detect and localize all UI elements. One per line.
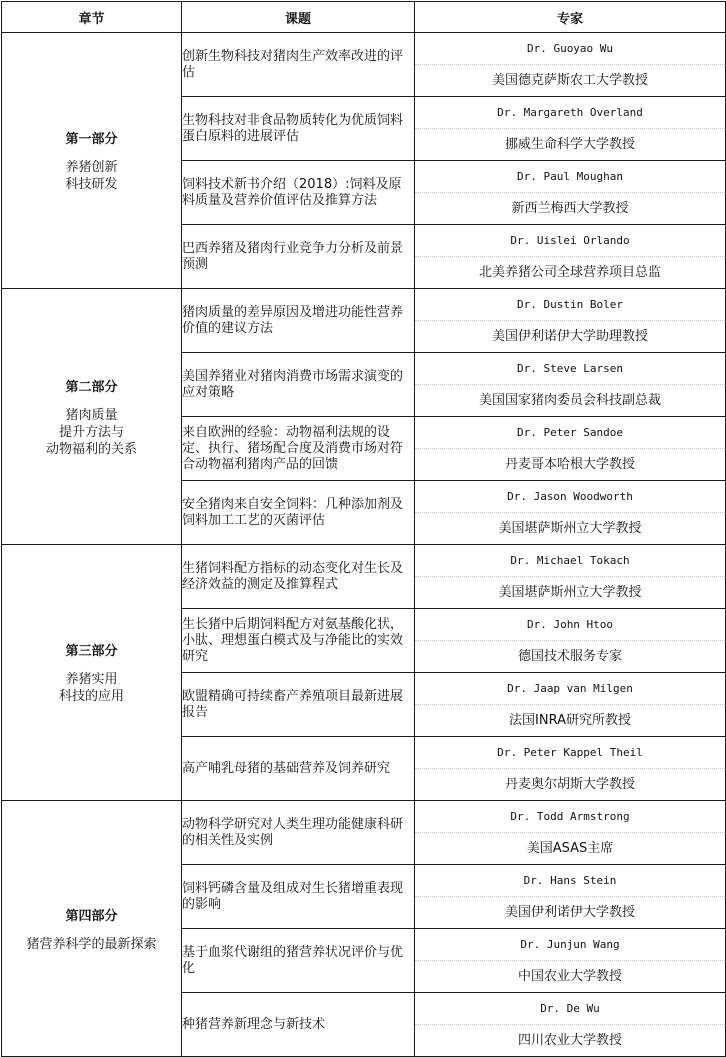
expert-affiliation: 美国国家猪肉委员会科技副总裁	[478, 393, 661, 408]
expert-affiliation: 丹麦奥尔胡斯大学教授	[504, 777, 635, 792]
chapter-title: 第一部分	[65, 132, 118, 147]
expert-name: Dr. Todd Armstrong	[415, 801, 725, 833]
chapter-subtitle: 养猪实用 科技的应用	[58, 672, 124, 704]
topic-cell: 巴西养猪及猪肉行业竞争力分析及前景预测	[182, 225, 415, 289]
expert-cell	[415, 609, 726, 673]
chapter-cell	[2, 801, 182, 1057]
expert-cell	[415, 417, 726, 481]
topic-cell: 欧盟精确可持续畜产养殖项目最新进展报告	[182, 673, 415, 737]
chapter-cell	[2, 545, 182, 801]
chapter-subtitle: 养猪创新 科技研发	[65, 160, 118, 192]
expert-name: Dr. Jaap van Milgen	[415, 673, 725, 705]
topic-cell: 饲料技术新书介绍（2018）:饲料及原料质量及营养价值评估及推算方法	[182, 161, 415, 225]
expert-affiliation: 新西兰梅西大学教授	[511, 201, 629, 216]
expert-cell	[415, 289, 726, 353]
expert-cell	[415, 225, 726, 289]
expert-cell	[415, 545, 726, 609]
topic-cell: 安全猪肉来自安全饲料：几种添加剂及饲料加工工艺的灭菌评估	[182, 481, 415, 545]
expert-affiliation: 中国农业大学教授	[517, 969, 622, 984]
expert-cell	[415, 673, 726, 737]
topic-cell: 生猪饲料配方指标的动态变化对生长及经济效益的测定及推算程式	[182, 545, 415, 609]
expert-cell	[415, 865, 726, 929]
expert-name: Dr. Junjun Wang	[415, 929, 725, 961]
topic-cell: 生物科技对非食品物质转化为优质饲料蛋白原料的进展评估	[182, 97, 415, 161]
expert-name: Dr. Uislei Orlando	[415, 225, 725, 257]
expert-affiliation: 丹麦哥本哈根大学教授	[504, 457, 635, 472]
topic-cell: 猪肉质量的差异原因及增进功能性营养价值的建议方法	[182, 289, 415, 353]
expert-affiliation: 挪威生命科学大学教授	[504, 137, 635, 152]
table-row	[2, 545, 726, 609]
table-row	[2, 801, 726, 865]
chapter-subtitle: 猪肉质量 提升方法与 动物福利的关系	[45, 407, 137, 457]
table-row	[2, 289, 726, 353]
topic-cell: 种猪营养新理念与新技术	[182, 993, 415, 1057]
expert-name: Dr. Peter Kappel Theil	[415, 737, 725, 769]
topic-cell: 基于血浆代谢组的猪营养状况评价与优化	[182, 929, 415, 993]
chapter-cell	[2, 289, 182, 545]
chapter-cell	[2, 33, 182, 289]
expert-name: Dr. Margareth Overland	[415, 97, 725, 129]
table-row	[2, 33, 726, 97]
topic-cell: 饲料钙磷含量及组成对生长猪增重表现的影响	[182, 865, 415, 929]
expert-cell	[415, 481, 726, 545]
expert-name: Dr. Jason Woodworth	[415, 481, 725, 513]
expert-affiliation: 德国技术服务专家	[517, 649, 622, 664]
topic-cell: 美国养猪业对猪肉消费市场需求演变的应对策略	[182, 353, 415, 417]
expert-affiliation: 美国伊利诺伊大学助理教授	[491, 329, 648, 344]
expert-name: Dr. Dustin Boler	[415, 289, 725, 321]
expert-cell	[415, 993, 726, 1057]
header-chapter: 章节	[2, 2, 182, 33]
expert-name: Dr. De Wu	[415, 993, 725, 1025]
expert-affiliation: 美国堪萨斯州立大学教授	[498, 585, 642, 600]
header-expert: 专家	[415, 2, 726, 33]
expert-cell	[415, 737, 726, 801]
expert-name: Dr. Peter Sandoe	[415, 417, 725, 449]
header-row	[2, 2, 726, 33]
expert-cell	[415, 161, 726, 225]
topic-cell: 来自欧洲的经验：动物福利法规的设定、执行、猪场配合度及消费市场对符合动物福利猪肉产品的回馈	[182, 417, 415, 481]
chapter-subtitle: 猪营养科学的最新探索	[26, 936, 157, 952]
topic-cell: 动物科学研究对人类生理功能健康科研的相关性及实例	[182, 801, 415, 865]
expert-name: Dr. Steve Larsen	[415, 353, 725, 385]
topic-cell: 高产哺乳母猪的基础营养及饲养研究	[182, 737, 415, 801]
expert-name: Dr. John Htoo	[415, 609, 725, 641]
expert-affiliation: 四川农业大学教授	[517, 1033, 622, 1048]
expert-cell	[415, 929, 726, 993]
expert-affiliation: 美国伊利诺伊大学教授	[504, 905, 635, 920]
expert-name: Dr. Michael Tokach	[415, 545, 725, 577]
expert-name: Dr. Hans Stein	[415, 865, 725, 897]
header-topic: 课题	[182, 2, 415, 33]
chapter-title: 第四部分	[65, 908, 118, 924]
expert-affiliation: 美国ASAS主席	[526, 841, 614, 856]
expert-affiliation: 法国INRA研究所教授	[509, 713, 631, 728]
expert-cell	[415, 801, 726, 865]
expert-affiliation: 美国堪萨斯州立大学教授	[498, 521, 642, 536]
expert-cell	[415, 353, 726, 417]
expert-name: Dr. Guoyao Wu	[415, 33, 725, 65]
expert-affiliation: 北美养猪公司全球营养项目总监	[478, 265, 661, 280]
topic-cell: 创新生物科技对猪肉生产效率改进的评估	[182, 33, 415, 97]
expert-affiliation: 美国德克萨斯农工大学教授	[491, 73, 648, 88]
chapter-title: 第二部分	[65, 379, 118, 395]
expert-name: Dr. Paul Moughan	[415, 161, 725, 193]
schedule-table	[1, 1, 726, 1057]
expert-cell	[415, 33, 726, 97]
chapter-title: 第三部分	[65, 644, 118, 659]
expert-cell	[415, 97, 726, 161]
topic-cell: 生长猪中后期饲料配方对氨基酸化状，小肽、理想蛋白模式及与净能比的实效研究	[182, 609, 415, 673]
